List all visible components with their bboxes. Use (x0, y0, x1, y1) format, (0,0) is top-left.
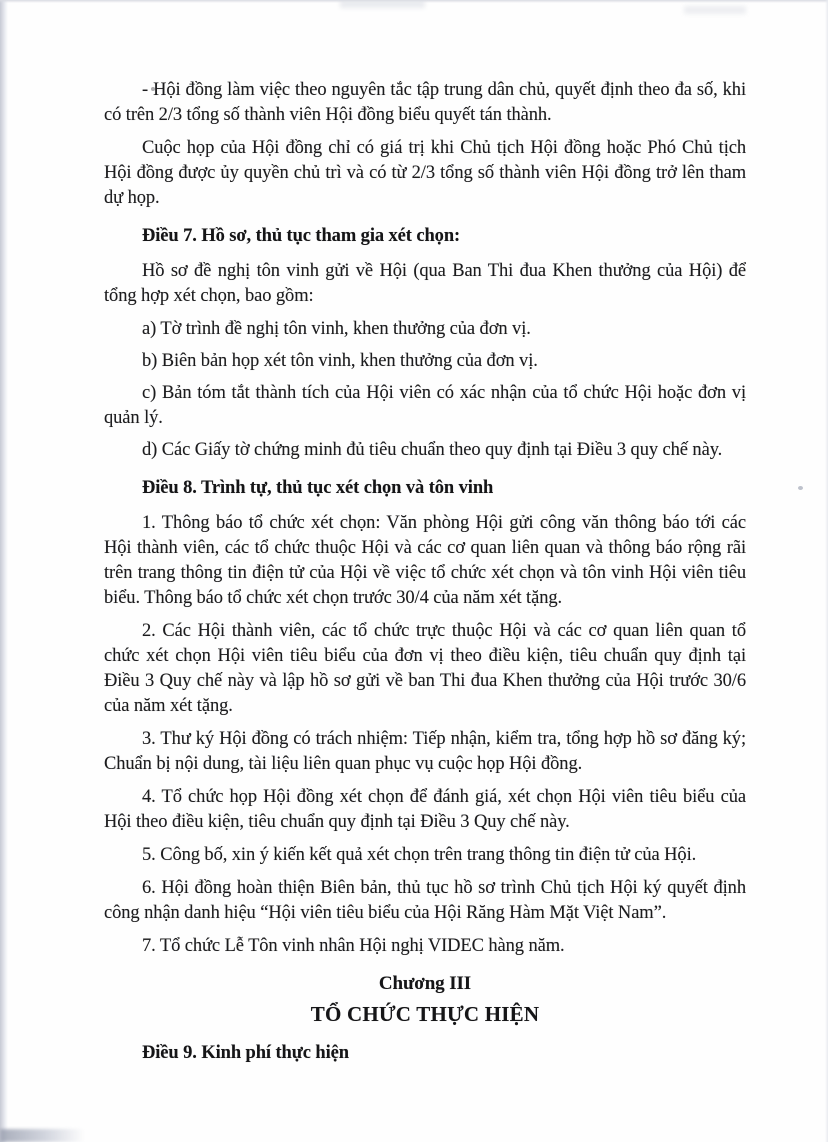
scan-artifact (798, 486, 803, 490)
paragraph-step-3: 3. Thư ký Hội đồng có trách nhiệm: Tiếp nhận, kiểm tra, tổng hợp hồ sơ đăng ký; Chuẩn bị nội dung, tài liệu liên quan phục vụ cuộc họp Hội đồng. (104, 729, 746, 774)
paragraph-council-voting-rule: - Hội đồng làm việc theo nguyên tắc tập trung dân chủ, quyết định theo đa số, khi có trên 2/3 tổng số thành viên Hội đồng biểu quyết tán thành. (104, 80, 746, 125)
scan-artifact (340, 0, 425, 8)
document-body (104, 58, 746, 1076)
paragraph-step-2: 2. Các Hội thành viên, các tổ chức trực thuộc Hội và các cơ quan liên quan tổ chức xét chọn Hội viên tiêu biểu của đơn vị theo điều kiện, tiêu chuẩn quy định tại Điều 3 Quy chế này và lập hồ sơ gửi về ban Thi đua Khen thưởng của Hội trước 30/6 của năm xét tặng. (104, 621, 746, 716)
paragraph-ho-so-intro: Hồ sơ đề nghị tôn vinh gửi về Hội (qua Ban Thi đua Khen thưởng của Hội) để tổng hợp xét chọn, bao gồm: (104, 261, 746, 306)
heading-dieu-8: Điều 8. Trình tự, thủ tục xét chọn và tôn vinh (142, 478, 494, 498)
list-item-c: c) Bản tóm tắt thành tích của Hội viên có xác nhận của tổ chức Hội hoặc đơn vị quản lý. (104, 383, 746, 428)
paragraph-council-meeting-validity: Cuộc họp của Hội đồng chỉ có giá trị khi Chủ tịch Hội đồng hoặc Phó Chủ tịch Hội đồng được ủy quyền chủ trì và có từ 2/3 tổng số thành viên Hội đồng trở lên tham dự họp. (104, 138, 746, 208)
list-item-d: d) Các Giấy tờ chứng minh đủ tiêu chuẩn theo quy định tại Điều 3 quy chế này. (142, 440, 723, 460)
list-item-b: b) Biên bản họp xét tôn vinh, khen thưởng của đơn vị. (142, 351, 538, 371)
paragraph-step-5: 5. Công bố, xin ý kiến kết quả xét chọn trên trang thông tin điện tử của Hội. (142, 845, 697, 865)
chapter-title-to-chuc-thuc-hien: TỔ CHỨC THỰC HIỆN (310, 1002, 540, 1026)
paragraph-step-7: 7. Tổ chức Lễ Tôn vinh nhân Hội nghị VIDEC hàng năm. (142, 936, 565, 956)
heading-dieu-7: Điều 7. Hồ sơ, thủ tục tham gia xét chọn: (142, 226, 461, 246)
list-item-a: a) Tờ trình đề nghị tôn vinh, khen thưởng của đơn vị. (142, 319, 531, 339)
heading-dieu-9: Điều 9. Kinh phí thực hiện (142, 1043, 349, 1063)
page-left-edge-shadow (0, 0, 8, 1142)
scan-artifact (684, 6, 746, 14)
scan-artifact (0, 1129, 85, 1142)
paragraph-step-6: 6. Hội đồng hoàn thiện Biên bản, thủ tục hồ sơ trình Chủ tịch Hội ký quyết định công nhận danh hiệu “Hội viên tiêu biểu của Hội Răng Hàm Mặt Việt Nam”. (104, 878, 746, 923)
paragraph-step-1: 1. Thông báo tổ chức xét chọn: Văn phòng Hội gửi công văn thông báo tới các Hội thành viên, các tổ chức thuộc Hội và các cơ quan liên quan và thông báo rộng rãi trên trang thông tin điện tử của Hội về việc tổ chức xét chọn và tôn vinh Hội viên tiêu biểu. Thông báo tổ chức xét chọn trước 30/4 của năm xét tặng. (104, 513, 746, 608)
paragraph-step-4: 4. Tổ chức họp Hội đồng xét chọn để đánh giá, xét chọn Hội viên tiêu biểu của Hội theo điều kiện, tiêu chuẩn quy định tại Điều 3 Quy chế này. (104, 787, 746, 832)
chapter-heading-chuong-3: Chương III (378, 973, 472, 994)
